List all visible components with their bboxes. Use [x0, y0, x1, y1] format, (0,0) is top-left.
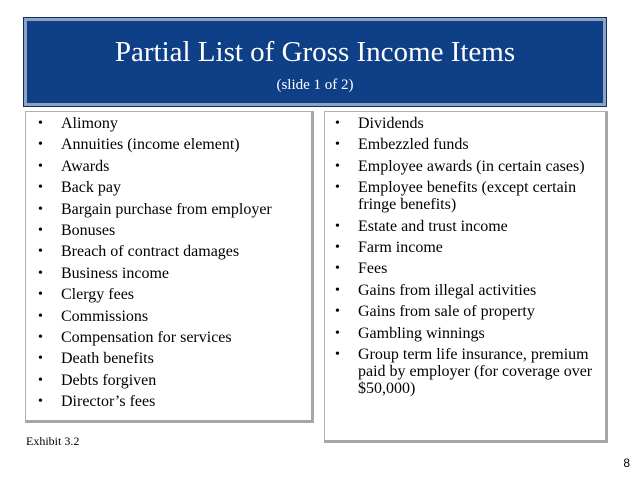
bullet-icon: •	[38, 372, 43, 388]
slide-subtitle: (slide 1 of 2)	[276, 77, 354, 93]
list-item	[335, 346, 601, 397]
list-item	[38, 308, 307, 325]
list-item-text: Commissions	[61, 307, 149, 325]
list-item	[38, 329, 307, 346]
bullet-icon: •	[38, 351, 43, 367]
list-item-text: Estate and trust income	[358, 217, 508, 235]
list-item	[38, 350, 307, 367]
bullet-icon: •	[335, 346, 340, 362]
bullet-icon: •	[335, 180, 340, 196]
list-item	[335, 239, 601, 256]
bullet-icon: •	[38, 244, 43, 260]
list-item-text: Breach of contract damages	[61, 243, 240, 261]
list-item-text: Death benefits	[61, 350, 154, 368]
bullet-icon: •	[335, 261, 340, 277]
list-item	[335, 179, 601, 213]
list-item-text: Gains from sale of property	[358, 303, 535, 321]
bullet-icon: •	[38, 222, 43, 238]
list-item	[38, 158, 307, 175]
bullet-icon: •	[38, 201, 43, 217]
title-banner	[24, 18, 606, 106]
list-item-text: Gambling winnings	[358, 324, 485, 342]
list-item-text: Bargain purchase from employer	[61, 200, 272, 218]
slide-title: Partial List of Gross Income Items	[114, 36, 516, 68]
right-items-panel	[324, 111, 608, 443]
list-item	[38, 222, 307, 239]
list-item	[38, 115, 307, 132]
bullet-icon: •	[335, 304, 340, 320]
list-item	[38, 372, 307, 389]
list-item-text: Clergy fees	[61, 286, 135, 304]
bullet-icon: •	[38, 265, 43, 281]
list-item	[335, 218, 601, 235]
list-item-text: Director’s fees	[61, 393, 156, 411]
list-item	[335, 158, 601, 175]
page-number: 8	[623, 456, 630, 470]
list-item-text: Fees	[358, 260, 388, 278]
list-item-text: Alimony	[61, 115, 118, 132]
list-item	[335, 260, 601, 277]
list-item-text: Debts forgiven	[61, 371, 157, 389]
list-item-text: Back pay	[61, 179, 121, 197]
bullet-icon: •	[335, 325, 340, 341]
bullet-icon: •	[38, 158, 43, 174]
list-item	[335, 325, 601, 342]
bullet-icon: •	[38, 116, 43, 131]
bullet-icon: •	[38, 394, 43, 410]
list-item-text: Bonuses	[61, 221, 116, 239]
list-item	[38, 201, 307, 218]
list-item	[335, 282, 601, 299]
left-items-list	[38, 115, 307, 414]
bullet-icon: •	[335, 282, 340, 298]
bullet-icon: •	[335, 116, 340, 131]
list-item-text: Embezzled funds	[358, 136, 469, 154]
list-item	[335, 136, 601, 153]
bullet-icon: •	[335, 239, 340, 255]
bullet-icon: •	[38, 329, 43, 345]
bullet-icon: •	[335, 218, 340, 234]
list-item-text: Farm income	[358, 238, 443, 256]
exhibit-label: Exhibit 3.2	[26, 434, 80, 448]
list-item-text: Group term life insurance, premium paid by employer (for coverage over $50,000)	[358, 345, 593, 397]
bullet-icon: •	[38, 137, 43, 153]
list-item	[38, 286, 307, 303]
list-item	[38, 243, 307, 260]
list-item-text: Gains from illegal activities	[358, 281, 537, 299]
bullet-icon: •	[38, 287, 43, 303]
list-item-text: Employee benefits (except certain fringe benefits)	[358, 179, 577, 214]
list-item	[38, 265, 307, 282]
right-items-list	[335, 115, 601, 401]
left-items-panel	[25, 111, 314, 423]
list-item	[335, 115, 601, 132]
list-item	[38, 179, 307, 196]
bullet-icon: •	[335, 158, 340, 174]
list-item-text: Employee awards (in certain cases)	[358, 157, 585, 175]
list-item	[38, 136, 307, 153]
list-item-text: Compensation for services	[61, 328, 232, 346]
list-item-text: Awards	[61, 157, 110, 175]
list-item	[38, 393, 307, 410]
bullet-icon: •	[38, 308, 43, 324]
list-item-text: Dividends	[358, 115, 424, 132]
list-item-text: Annuities (income element)	[61, 136, 240, 154]
list-item	[335, 303, 601, 320]
list-item-text: Business income	[61, 264, 169, 282]
bullet-icon: •	[335, 137, 340, 153]
bullet-icon: •	[38, 180, 43, 196]
